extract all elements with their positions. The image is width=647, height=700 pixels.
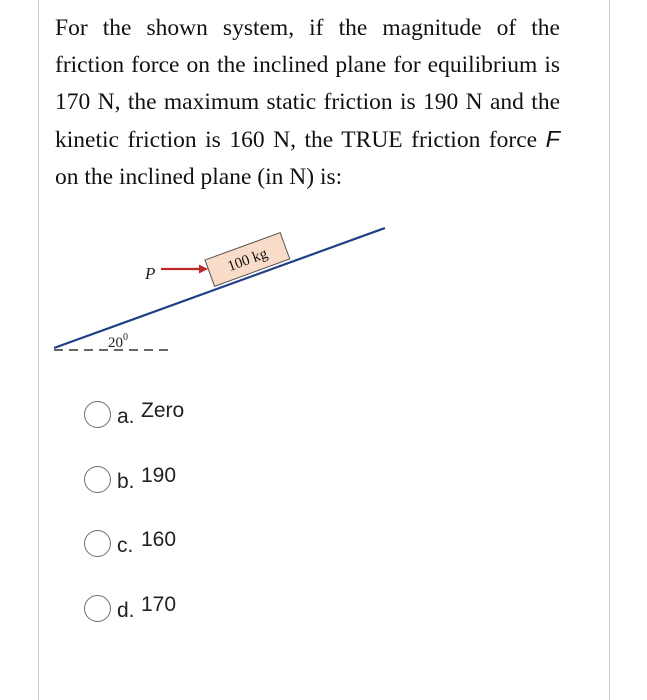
force-symbol: F bbox=[545, 126, 560, 152]
option-b-text: 190 bbox=[141, 463, 177, 487]
answer-options bbox=[84, 395, 184, 653]
option-b[interactable] bbox=[84, 460, 184, 525]
inclined-plane-diagram bbox=[50, 222, 390, 362]
angle-label: $20^0$ bbox=[108, 332, 128, 351]
option-a-radio[interactable] bbox=[84, 401, 111, 428]
option-a-text: Zero bbox=[141, 399, 185, 422]
option-c-radio[interactable] bbox=[84, 530, 111, 557]
force-p-label: P bbox=[145, 264, 156, 283]
option-d[interactable] bbox=[84, 589, 184, 654]
option-c-text: 160 bbox=[141, 528, 177, 551]
mass-label: 100 kg bbox=[225, 245, 270, 275]
option-a[interactable] bbox=[84, 395, 184, 460]
question-text-part-2: on the inclined plane (in N) is: bbox=[55, 164, 343, 190]
option-d-radio[interactable] bbox=[84, 595, 111, 622]
option-b-radio[interactable] bbox=[84, 466, 111, 493]
question-text-part-1: For the shown system, if the magnitude of the friction force on the inclined plane for equilibrium is 170 N, the maximum static friction is 190 N and the kinetic friction is 160 N, the TRUE friction force bbox=[55, 15, 560, 153]
option-a-letter: a. bbox=[117, 405, 135, 428]
option-d-text: 170 bbox=[141, 592, 177, 616]
option-b-letter: b. bbox=[117, 469, 135, 493]
option-c-letter: c. bbox=[117, 534, 134, 557]
question-text bbox=[55, 10, 560, 196]
incline-line bbox=[54, 228, 385, 348]
option-c[interactable] bbox=[84, 524, 184, 589]
option-d-letter: d. bbox=[117, 598, 135, 622]
